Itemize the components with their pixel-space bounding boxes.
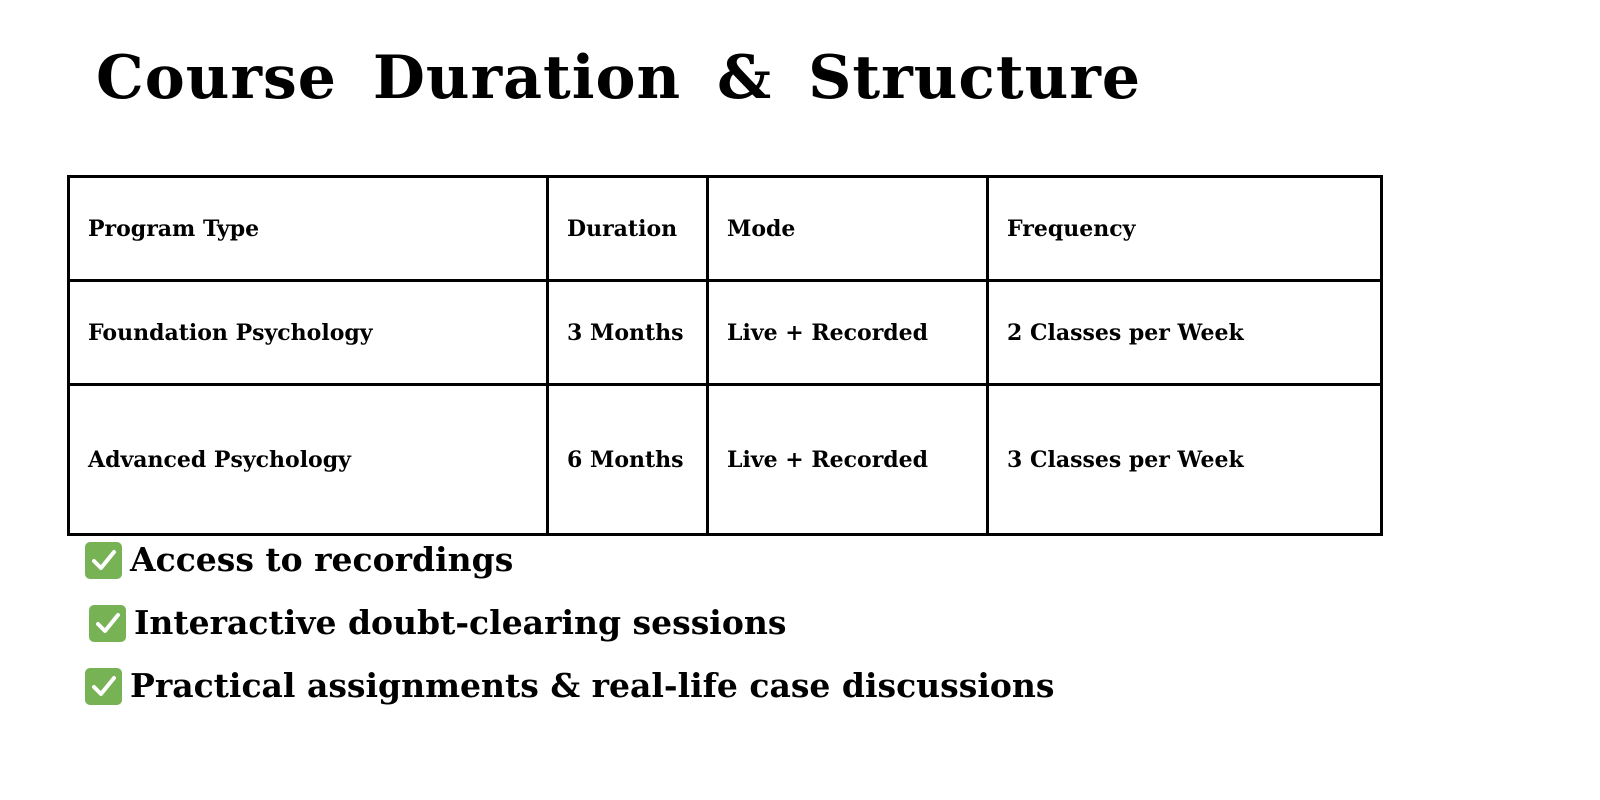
cell-duration: 6 Months bbox=[548, 385, 708, 535]
feature-list bbox=[85, 540, 1054, 729]
cell-mode: Live + Recorded bbox=[708, 281, 988, 385]
feature-item bbox=[85, 666, 1054, 706]
feature-text: Interactive doubt-clearing sessions bbox=[134, 603, 787, 642]
cell-program-type: Advanced Psychology bbox=[69, 385, 548, 535]
cell-program-type: Foundation Psychology bbox=[69, 281, 548, 385]
check-mark-icon bbox=[89, 605, 126, 642]
cell-duration: 3 Months bbox=[548, 281, 708, 385]
feature-item bbox=[89, 603, 1054, 643]
cell-frequency: 3 Classes per Week bbox=[988, 385, 1382, 535]
feature-text: Access to recordings bbox=[130, 540, 514, 579]
feature-item bbox=[85, 540, 1054, 580]
feature-text: Practical assignments & real-life case discussions bbox=[130, 666, 1055, 705]
cell-mode: Live + Recorded bbox=[708, 385, 988, 535]
check-mark-icon bbox=[85, 542, 122, 579]
header-program-type: Program Type bbox=[69, 177, 548, 281]
check-mark-icon bbox=[85, 668, 122, 705]
header-mode: Mode bbox=[708, 177, 988, 281]
table-row bbox=[69, 281, 1382, 385]
course-structure-table bbox=[67, 175, 1383, 536]
table-row bbox=[69, 385, 1382, 535]
page-title: Course Duration & Structure bbox=[96, 43, 1142, 113]
header-frequency: Frequency bbox=[988, 177, 1382, 281]
table-header-row bbox=[69, 177, 1382, 281]
header-duration: Duration bbox=[548, 177, 708, 281]
cell-frequency: 2 Classes per Week bbox=[988, 281, 1382, 385]
